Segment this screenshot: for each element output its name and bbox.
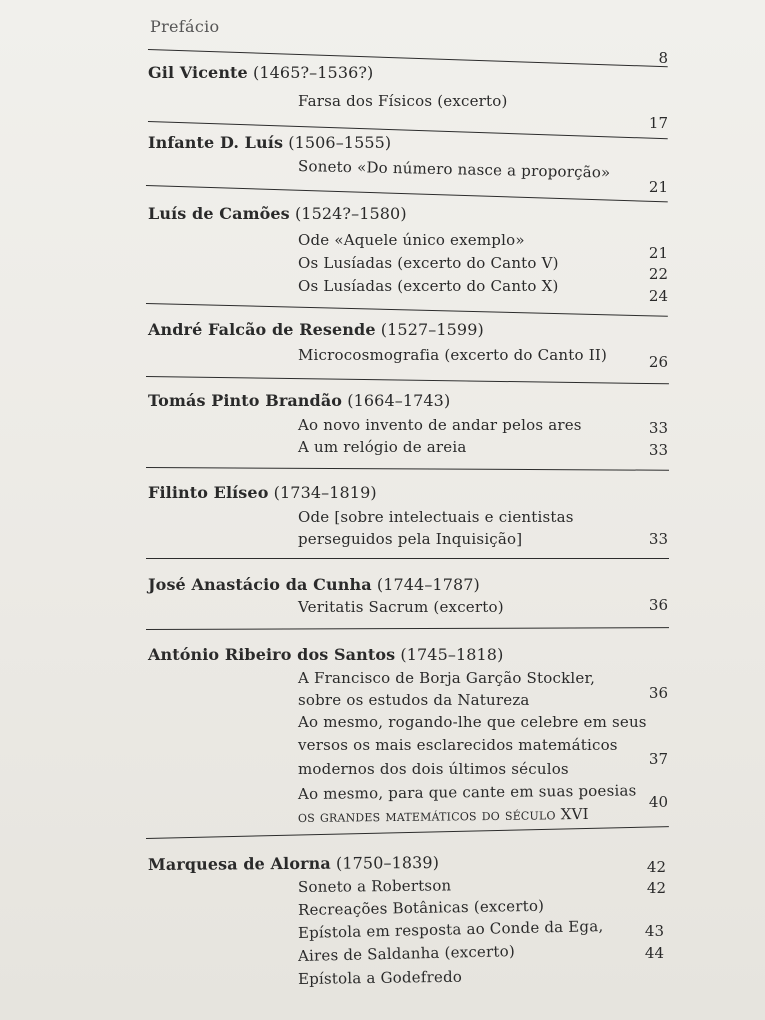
- page-number: 36: [648, 684, 668, 702]
- author-name: Gil Vicente: [148, 63, 248, 82]
- author-name: Marquesa de Alorna: [147, 853, 331, 874]
- page-number: 42: [646, 858, 666, 876]
- author-heading: [148, 133, 391, 152]
- divider: [146, 826, 669, 839]
- page-number: 22: [648, 265, 668, 283]
- work-title: Veritatis Sacrum (excerto): [298, 598, 504, 616]
- work-title: Ao novo invento de andar pelos ares: [298, 416, 582, 434]
- page-number: 42: [646, 879, 666, 897]
- work-title: Microcosmografia (excerto do Canto II): [298, 346, 607, 364]
- page-number: 33: [648, 530, 668, 548]
- divider: [146, 558, 669, 559]
- page-number: 40: [648, 793, 668, 811]
- author-dates: (1745–1818): [400, 645, 504, 664]
- author-name: António Ribeiro dos Santos: [148, 645, 396, 664]
- author-dates: (1664–1743): [347, 391, 451, 410]
- author-dates: (1524?–1580): [294, 204, 407, 223]
- work-title: sobre os estudos da Natureza: [298, 691, 530, 709]
- divider: [146, 467, 669, 471]
- work-title: Farsa dos Físicos (excerto): [298, 92, 508, 110]
- work-title-text: os grandes matemáticos do século XVI: [297, 804, 589, 826]
- work-title: Ao mesmo, rogando-lhe que celebre em seus: [298, 713, 647, 731]
- preface-title: Prefácio: [150, 17, 220, 36]
- author-dates: (1527–1599): [380, 320, 484, 339]
- work-title: versos os mais esclarecidos matemáticos: [298, 736, 618, 754]
- page-number: 37: [648, 750, 668, 768]
- author-heading: [148, 645, 503, 664]
- work-title: perseguidos pela Inquisição]: [298, 530, 523, 548]
- author-name: José Anastácio da Cunha: [148, 575, 372, 594]
- divider: [146, 185, 668, 202]
- work-title: modernos dos dois últimos séculos: [298, 760, 569, 778]
- author-dates: (1506–1555): [288, 133, 392, 152]
- author-heading: [148, 853, 439, 874]
- work-title: Epístola em resposta ao Conde da Ega,: [297, 917, 604, 942]
- divider: [146, 376, 669, 384]
- work-title: Recreações Botânicas (excerto): [297, 896, 545, 919]
- author-dates: (1734–1819): [273, 483, 377, 502]
- author-heading: [148, 575, 480, 594]
- author-heading: [148, 483, 377, 502]
- page-number: 26: [648, 353, 668, 371]
- page-number: 21: [648, 178, 668, 196]
- page-number: 44: [644, 944, 664, 962]
- author-heading: [148, 391, 450, 410]
- author-name: Infante D. Luís: [148, 133, 284, 152]
- work-title: A um relógio de areia: [298, 438, 467, 456]
- author-dates: (1744–1787): [376, 575, 480, 594]
- author-dates: (1465?–1536?): [253, 63, 374, 82]
- page-number: 33: [648, 441, 668, 459]
- author-dates: (1750–1839): [335, 852, 440, 873]
- work-title: Os Lusíadas (excerto do Canto V): [298, 254, 559, 272]
- page-number: 36: [648, 596, 668, 614]
- page-number: 8: [658, 49, 668, 67]
- page-number: 21: [648, 244, 668, 262]
- work-title: Ao mesmo, para que cante em suas poesias: [297, 781, 637, 803]
- author-heading: [148, 63, 373, 82]
- work-title: Ode [sobre intelectuais e cientistas: [298, 508, 574, 526]
- work-title: Soneto «Do número nasce a proporção»: [297, 157, 611, 182]
- work-title: Soneto a Robertson: [297, 876, 452, 896]
- divider: [146, 303, 668, 317]
- page-number: 17: [648, 114, 668, 132]
- divider: [146, 627, 669, 630]
- author-name: Filinto Elíseo: [148, 483, 269, 502]
- page-number: 43: [644, 922, 664, 940]
- page-number: 24: [648, 287, 668, 305]
- page-number: 33: [648, 419, 668, 437]
- work-title: [298, 805, 589, 826]
- work-title: Os Lusíadas (excerto do Canto X): [298, 277, 559, 295]
- author-name: Tomás Pinto Brandão: [148, 391, 343, 410]
- work-title: Ode «Aquele único exemplo»: [298, 231, 525, 249]
- work-title: Epístola a Godefredo: [297, 967, 463, 988]
- author-name: André Falcão de Resende: [148, 320, 376, 339]
- author-name: Luís de Camões: [148, 204, 290, 223]
- work-title: Aires de Saldanha (excerto): [297, 942, 516, 965]
- work-title: A Francisco de Borja Garção Stockler,: [298, 669, 596, 687]
- author-heading: [148, 320, 484, 339]
- author-heading: [148, 204, 407, 223]
